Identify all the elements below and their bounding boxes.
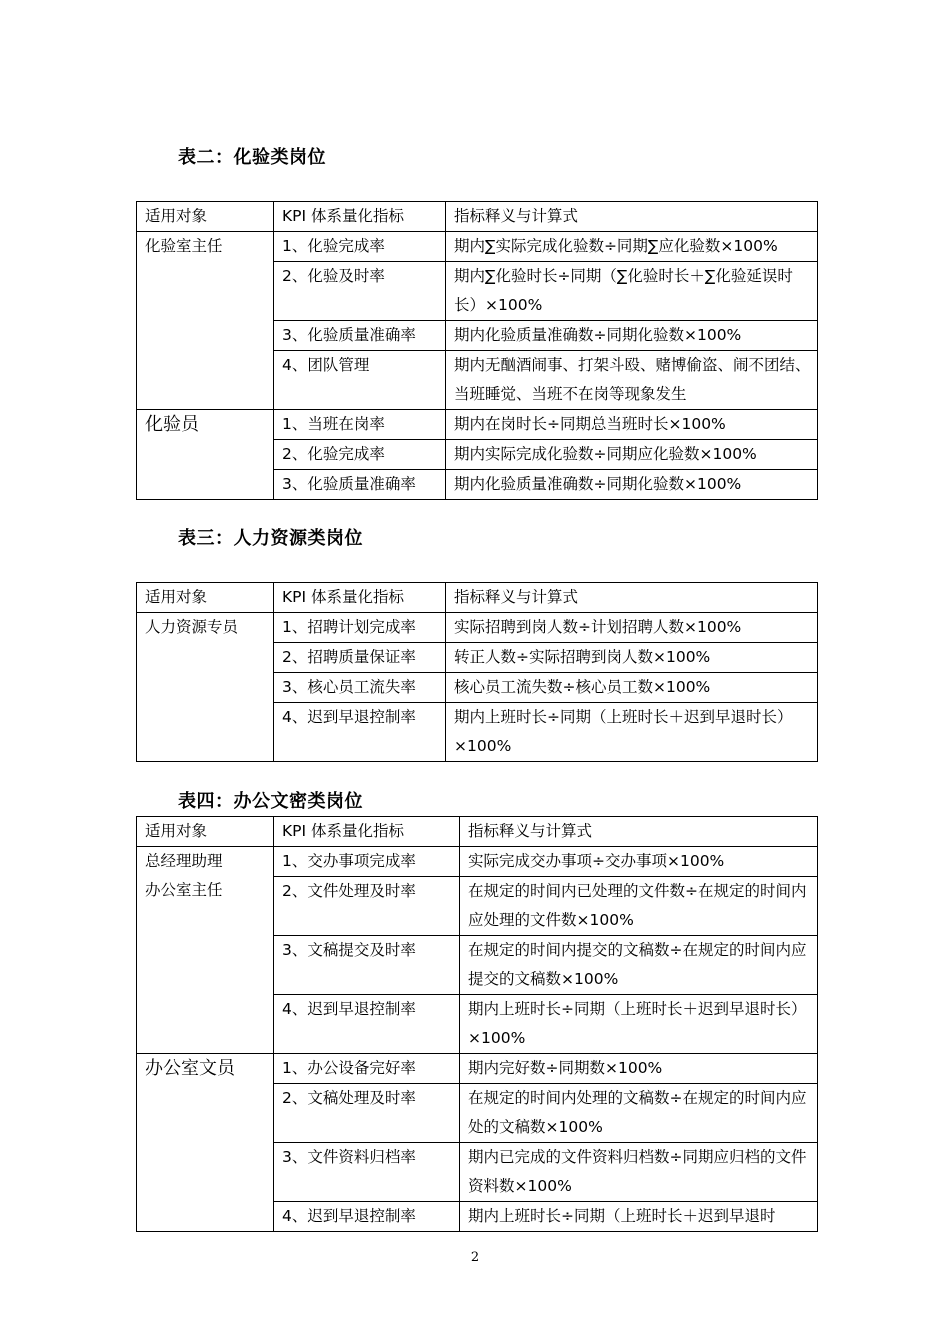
kpi-cell: 4、团队管理 xyxy=(274,351,446,410)
formula-cell: 期内∑化验时长÷同期（∑化验时长＋∑化验延误时长）×100% xyxy=(446,262,818,321)
formula-cell: 期内完好数÷同期数×100% xyxy=(460,1054,818,1084)
header-object: 适用对象 xyxy=(137,583,274,613)
object-cell: 人力资源专员 xyxy=(137,613,274,762)
kpi-cell: 1、招聘计划完成率 xyxy=(274,613,446,643)
kpi-cell: 1、交办事项完成率 xyxy=(274,847,460,877)
object-cell xyxy=(137,847,274,1054)
formula-cell: 期内上班时长÷同期（上班时长＋迟到早退时长）×100% xyxy=(460,995,818,1054)
formula-cell: 期内∑实际完成化验数÷同期∑应化验数×100% xyxy=(446,232,818,262)
formula-cell: 核心员工流失数÷核心员工数×100% xyxy=(446,673,818,703)
table-header-row xyxy=(137,817,818,847)
formula-cell: 实际招聘到岗人数÷计划招聘人数×100% xyxy=(446,613,818,643)
kpi-cell: 1、化验完成率 xyxy=(274,232,446,262)
table2-title: 表二：化验类岗位 xyxy=(178,147,326,168)
table3-title: 表三：人力资源类岗位 xyxy=(178,528,363,549)
table-row xyxy=(137,1054,818,1084)
table-row xyxy=(137,232,818,262)
table-header-row xyxy=(137,202,818,232)
header-kpi: KPI 体系量化指标 xyxy=(274,202,446,232)
kpi-cell: 4、迟到早退控制率 xyxy=(274,703,446,762)
header-kpi: KPI 体系量化指标 xyxy=(274,817,460,847)
object-cell: 化验室主任 xyxy=(137,232,274,410)
header-object: 适用对象 xyxy=(137,202,274,232)
kpi-cell: 4、迟到早退控制率 xyxy=(274,1202,460,1232)
kpi-cell: 4、迟到早退控制率 xyxy=(274,995,460,1054)
formula-cell: 期内上班时长÷同期（上班时长＋迟到早退时 xyxy=(460,1202,818,1232)
kpi-cell: 3、文件资料归档率 xyxy=(274,1143,460,1202)
kpi-cell: 2、化验及时率 xyxy=(274,262,446,321)
formula-cell: 实际完成交办事项÷交办事项×100% xyxy=(460,847,818,877)
table-header-row xyxy=(137,583,818,613)
header-object: 适用对象 xyxy=(137,817,274,847)
kpi-cell: 3、化验质量准确率 xyxy=(274,470,446,500)
formula-cell: 期内化验质量准确数÷同期化验数×100% xyxy=(446,470,818,500)
formula-cell: 期内化验质量准确数÷同期化验数×100% xyxy=(446,321,818,351)
table4 xyxy=(136,816,818,1232)
formula-cell: 在规定的时间内处理的文稿数÷在规定的时间内应处的文稿数×100% xyxy=(460,1084,818,1143)
formula-cell: 期内实际完成化验数÷同期应化验数×100% xyxy=(446,440,818,470)
kpi-cell: 3、核心员工流失率 xyxy=(274,673,446,703)
object-cell: 化验员 xyxy=(137,410,274,500)
table-row xyxy=(137,613,818,643)
kpi-cell: 3、文稿提交及时率 xyxy=(274,936,460,995)
table-row xyxy=(137,410,818,440)
formula-cell: 期内已完成的文件资料归档数÷同期应归档的文件资料数×100% xyxy=(460,1143,818,1202)
header-formula: 指标释义与计算式 xyxy=(460,817,818,847)
formula-cell: 期内上班时长÷同期（上班时长＋迟到早退时长）×100% xyxy=(446,703,818,762)
table3 xyxy=(136,582,818,762)
kpi-cell: 3、化验质量准确率 xyxy=(274,321,446,351)
kpi-cell: 2、文稿处理及时率 xyxy=(274,1084,460,1143)
kpi-cell: 1、当班在岗率 xyxy=(274,410,446,440)
kpi-cell: 2、文件处理及时率 xyxy=(274,877,460,936)
header-kpi: KPI 体系量化指标 xyxy=(274,583,446,613)
formula-cell: 在规定的时间内已处理的文件数÷在规定的时间内应处理的文件数×100% xyxy=(460,877,818,936)
kpi-cell: 2、招聘质量保证率 xyxy=(274,643,446,673)
formula-cell: 在规定的时间内提交的文稿数÷在规定的时间内应提交的文稿数×100% xyxy=(460,936,818,995)
object-line: 总经理助理 xyxy=(145,852,223,870)
page-number: 2 xyxy=(470,1250,480,1265)
formula-cell: 期内在岗时长÷同期总当班时长×100% xyxy=(446,410,818,440)
object-cell: 办公室文员 xyxy=(137,1054,274,1232)
table-row xyxy=(137,847,818,877)
object-line: 办公室主任 xyxy=(145,881,223,899)
kpi-cell: 1、办公设备完好率 xyxy=(274,1054,460,1084)
formula-cell: 转正人数÷实际招聘到岗人数×100% xyxy=(446,643,818,673)
formula-cell: 期内无酗酒闹事、打架斗殴、赌博偷盗、闹不团结、当班睡觉、当班不在岗等现象发生 xyxy=(446,351,818,410)
table2 xyxy=(136,201,818,500)
header-formula: 指标释义与计算式 xyxy=(446,202,818,232)
header-formula: 指标释义与计算式 xyxy=(446,583,818,613)
kpi-cell: 2、化验完成率 xyxy=(274,440,446,470)
table4-title: 表四：办公文密类岗位 xyxy=(178,791,363,812)
